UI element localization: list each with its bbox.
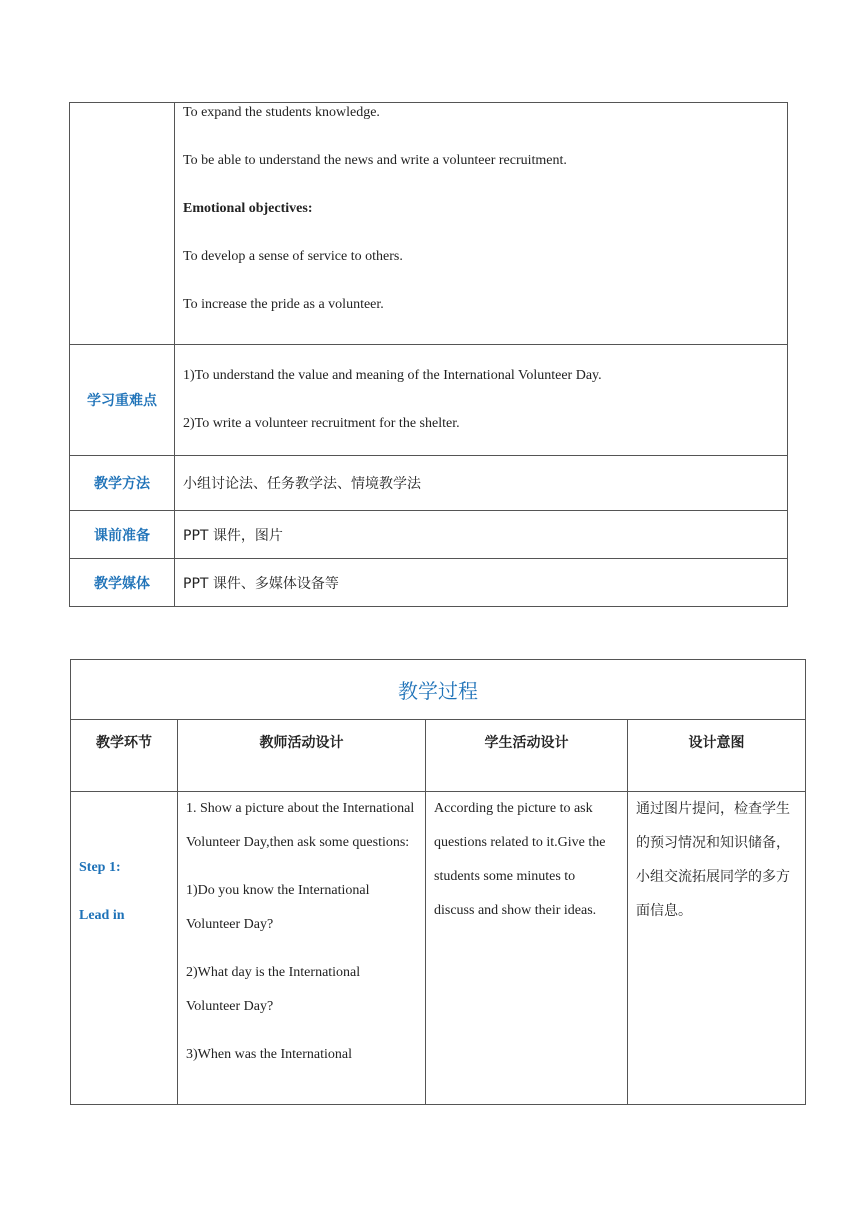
prep-label: 课前准备 [70, 511, 175, 559]
emotional-objectives-heading: Emotional objectives: [183, 201, 313, 216]
col-header-purpose: 设计意图 [628, 720, 806, 792]
media-label: 教学媒体 [70, 559, 175, 607]
objectives-row [70, 103, 788, 345]
process-title-row [71, 660, 806, 720]
media-row [70, 559, 788, 607]
col-header-stage: 教学环节 [71, 720, 178, 792]
step-label: Step 1: [79, 860, 121, 875]
key-point-item: 1)To understand the value and meaning of the International Volunteer Day. [183, 368, 602, 383]
step1-teacher-cell [178, 792, 426, 1105]
process-title: 教学过程 [71, 660, 806, 720]
key-points-label: 学习重难点 [70, 345, 175, 456]
col-header-student: 学生活动设计 [426, 720, 628, 792]
step1-purpose-cell [628, 792, 806, 1105]
objectives-table [69, 102, 788, 607]
design-purpose: 通过图片提问，检查学生的预习情况和知识储备，小组交流拓展同学的多方面信息。 [636, 801, 790, 919]
teacher-activity: 1. Show a picture about the International Volunteer Day,then ask some questions: [186, 801, 415, 850]
objectives-label-cell [70, 103, 175, 345]
teacher-question: 1)Do you know the International Volunteer Day? [186, 883, 370, 932]
objective-item: To increase the pride as a volunteer. [183, 297, 384, 312]
teacher-question: 3)When was the International [186, 1047, 352, 1062]
process-header-row [71, 720, 806, 792]
teacher-question: 2)What day is the International Volunteer Day? [186, 965, 361, 1014]
step-name: Lead in [79, 908, 125, 923]
prep-value: PPT 课件，图片 [175, 511, 788, 559]
col-header-teacher: 教师活动设计 [178, 720, 426, 792]
step1-student-cell [426, 792, 628, 1105]
key-points-row [70, 345, 788, 456]
key-point-item: 2)To write a volunteer recruitment for the shelter. [183, 416, 460, 431]
teaching-process-table [70, 659, 806, 1105]
objective-item: To develop a sense of service to others. [183, 249, 403, 264]
methods-value: 小组讨论法、任务教学法、情境教学法 [175, 456, 788, 511]
prep-row [70, 511, 788, 559]
step1-stage-cell [71, 792, 178, 1105]
key-points-cell [175, 345, 788, 456]
methods-label: 教学方法 [70, 456, 175, 511]
step1-row [71, 792, 806, 1105]
objective-item: To be able to understand the news and write a volunteer recruitment. [183, 153, 567, 168]
student-activity: According the picture to ask questions related to it.Give the students some minutes to discuss and show their ideas. [434, 801, 606, 918]
media-value: PPT 课件、多媒体设备等 [175, 559, 788, 607]
methods-row [70, 456, 788, 511]
objective-item: To expand the students knowledge. [183, 105, 380, 120]
objectives-cell [175, 103, 788, 345]
